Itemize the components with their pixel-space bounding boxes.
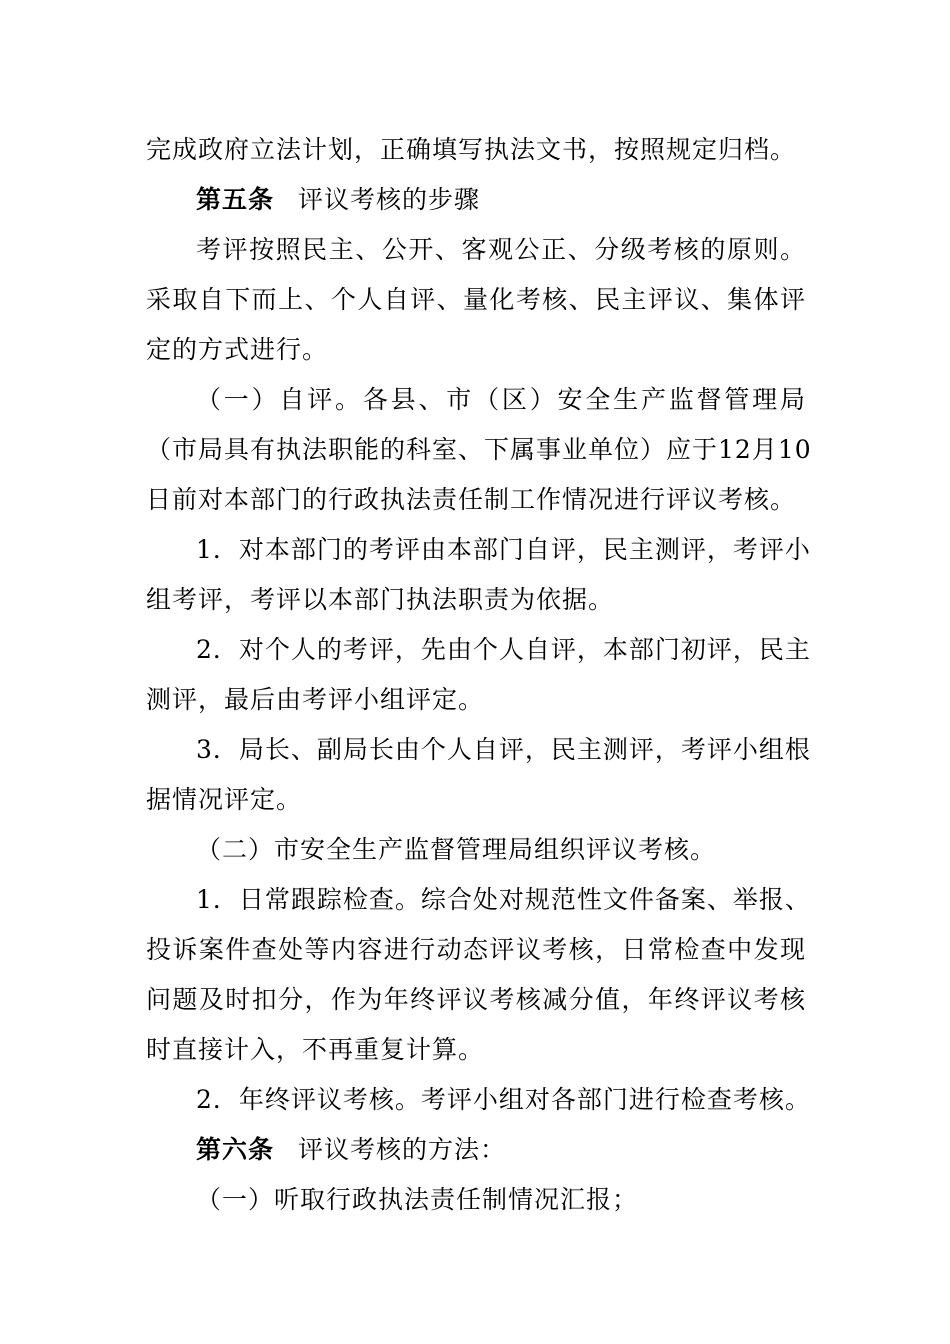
- text-line: 2．年终评议考核。考评小组对各部门进行检查考核。: [196, 1085, 811, 1114]
- text-line: （一）听取行政执法责任制情况汇报；: [196, 1185, 639, 1214]
- text-line: 定的方式进行。: [146, 335, 329, 364]
- text-line: 1．对本部门的考评由本部门自评，民主测评，考评小: [196, 535, 811, 564]
- article-title: 评议考核的步骤: [298, 185, 481, 214]
- text-line: 组考评，考评以本部门执法职责为依据。: [146, 585, 615, 614]
- article-title: 评议考核的方法：: [298, 1135, 507, 1164]
- text-line: 测评，最后由考评小组评定。: [146, 685, 485, 714]
- text-line: 1．日常跟踪检查。综合处对规范性文件备案、举报、: [196, 885, 811, 914]
- text-line: 考评按照民主、公开、客观公正、分级考核的原则。: [196, 235, 806, 264]
- article-number: 第六条: [196, 1135, 275, 1164]
- text-line: 采取自下而上、个人自评、量化考核、民主评议、集体评: [146, 285, 806, 314]
- text-line: （二）市安全生产监督管理局组织评议考核。: [196, 835, 717, 864]
- article-number: 第五条: [196, 185, 275, 214]
- article-heading: [196, 184, 806, 216]
- text-line: 问题及时扣分，作为年终评议考核减分值，年终评议考核: [146, 985, 806, 1014]
- article-heading: [196, 1134, 806, 1166]
- text-line: 3．局长、副局长由个人自评，民主测评，考评小组根: [196, 735, 811, 764]
- text-line: 投诉案件查处等内容进行动态评议考核，日常检查中发现: [146, 935, 806, 964]
- text-line: （市局具有执法职能的科室、下属事业单位）应于12月10: [146, 435, 812, 464]
- text-line: 日前对本部门的行政执法责任制工作情况进行评议考核。: [146, 485, 797, 514]
- text-line: 完成政府立法计划，正确填写执法文书，按照规定归档。: [146, 135, 797, 164]
- text-line: 时直接计入，不再重复计算。: [146, 1035, 485, 1064]
- text-line: 2．对个人的考评，先由个人自评，本部门初评，民主: [196, 635, 811, 664]
- text-line: （一）自评。各县、市（区）安全生产监督管理局: [196, 385, 806, 414]
- text-line: 据情况评定。: [146, 785, 303, 814]
